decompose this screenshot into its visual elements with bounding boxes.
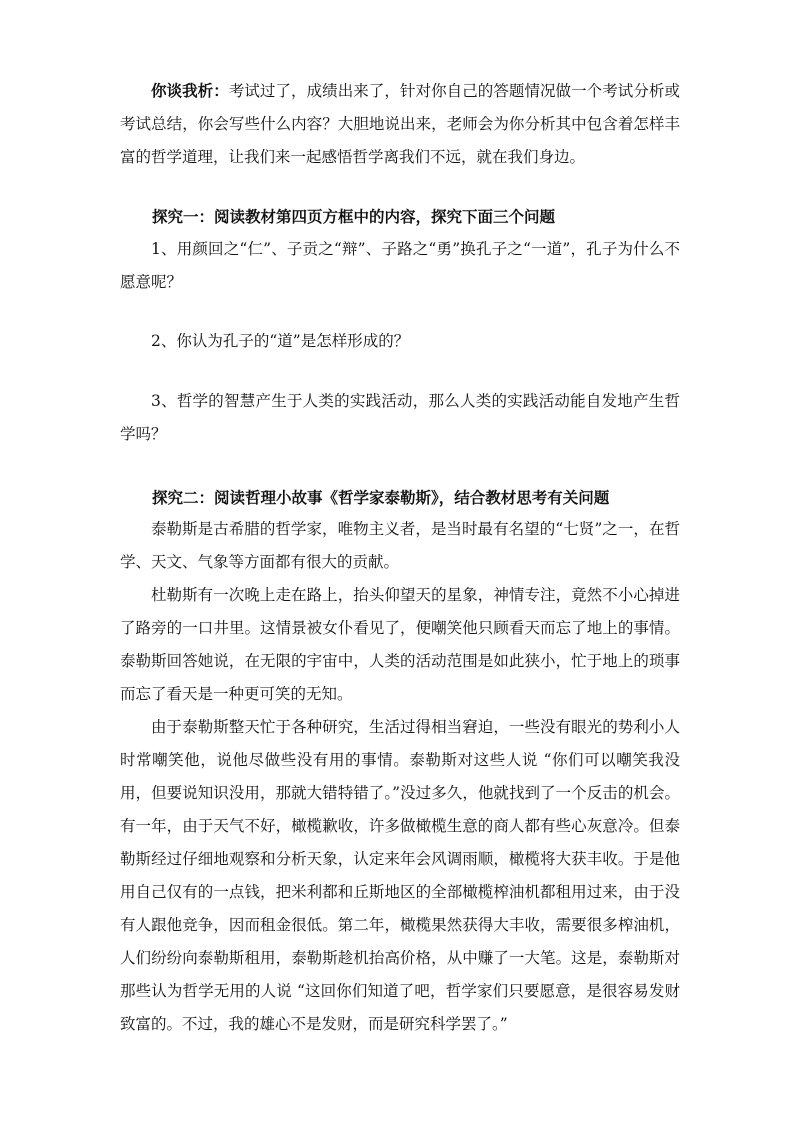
explore1-heading: 探究一：阅读教材第四页方框中的内容，探究下面三个问题 [152, 207, 556, 226]
intro-label: 你谈我析 [151, 81, 214, 100]
story-paragraph-1: 泰勒斯是古希腊的哲学家，唯物主义者，是当时最有名望的“七贤”之一，在哲学、天文、气象等方面都有很大的贡献。 [120, 520, 680, 571]
explore2-heading: 探究二：阅读哲理小故事《哲学家泰勒斯》，结合教材思考有关问题 [152, 488, 610, 507]
question-1: 1、用颜回之“仁”、子贡之“辩”、子路之“勇”换孔子之“一道”，孔子为什么不愿意呢？ [120, 240, 680, 291]
story-paragraph-3: 由于泰勒斯整天忙于各种研究，生活过得相当窘迫，一些没有眼光的势利小人时常嘲笑他，说他尽做些没有用的事情。泰勒斯对这些人说 “你们可以嘲笑我没用，但要说知识没用，那就大错特错了。”没过多久，他就找到了一个反击的机会。有一年，由于天气不好，橄榄歉收，许多做橄榄生意的商人都有些心灰意冷。但泰勒斯经过仔细地观察和分析天象，认定来年会风调雨顺，橄榄将大获丰收。于是他用自己仅有的一点钱，把米利都和丘斯地区的全部橄榄榨油机都租用过来，由于没有人跟他竞争，因而租金很低。第二年，橄榄果然获得大丰收，需要很多榨油机，人们纷纷向泰勒斯租用，泰勒斯趁机抬高价格，从中赚了一大笔。这是，泰勒斯对那些认为哲学无用的人说 “这回你们知道了吧，哲学家们只要愿意，是很容易发财致富的。不过，我的雄心不是发财，而是研究科学罢了。” [120, 718, 680, 1033]
question-2: 2、你认为孔子的“道”是怎样形成的？ [151, 332, 410, 350]
story-paragraph-2: 杜勒斯有一次晚上走在路上，抬头仰望天的星象，神情专注，竟然不小心掉进了路旁的一口井里。这情景被女仆看见了，便嘲笑他只顾看天而忘了地上的事情。泰勒斯回答她说，在无限的宇宙中，人类的活动范围是如此狭小，忙于地上的琐事而忘了看天是一种更可笑的无知。 [120, 586, 680, 703]
question-3: 3、哲学的智慧产生于人类的实践活动，那么人类的实践活动能自发地产生哲学吗？ [120, 392, 680, 443]
intro-paragraph [120, 74, 680, 174]
intro-colon: ： [213, 81, 229, 100]
intro-text: 考试过了，成绩出来了，针对你自己的答题情况做一个考试分析或考试总结，你会写些什么内容？大胆地说出来，老师会为你分析其中包含着怎样丰富的哲学道理，让我们来一起感悟哲学离我们不远，就在我们身边。 [120, 82, 680, 166]
